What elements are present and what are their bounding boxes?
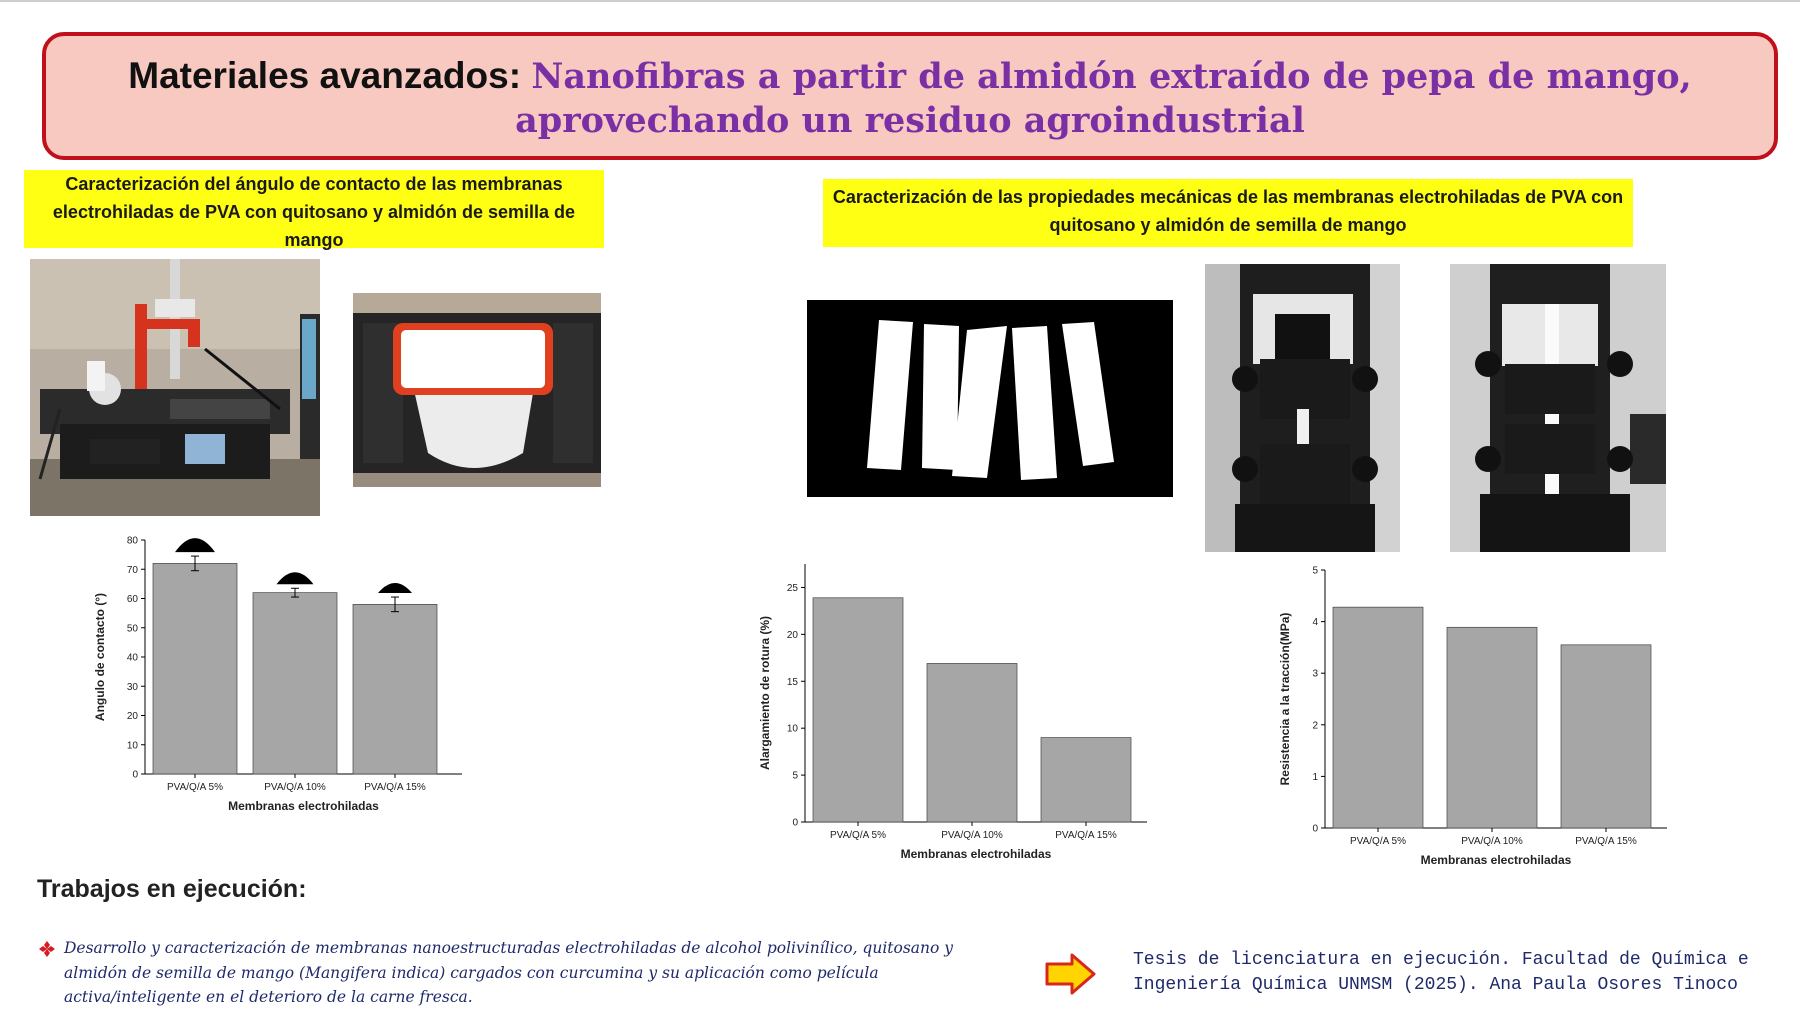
bar bbox=[1447, 627, 1537, 828]
y-tick-label: 70 bbox=[126, 564, 138, 576]
title-prefix: Materiales avanzados: bbox=[128, 55, 522, 96]
y-axis-label: Alargamiento de rotura (%) bbox=[758, 615, 772, 771]
bar bbox=[813, 598, 903, 822]
y-tick-label: 0 bbox=[132, 769, 138, 781]
x-tick-label: PVA/Q/A 10% bbox=[941, 830, 1003, 841]
y-tick-label: 10 bbox=[786, 723, 798, 735]
y-tick-label: 60 bbox=[126, 594, 138, 605]
work-item-text: Desarrollo y caracterización de membranas nanoestructuradas electrohiladas de alcohol polivinílico, quitosano y almidón de semilla de mango (Mangifera indica) cargados con curcumina y su aplicación como película activa/inteligente en el deterioro de la carne fresca. bbox=[64, 939, 954, 1006]
chart-svg bbox=[755, 552, 1155, 882]
title-sub: aprovechando un residuo agroindustrial bbox=[515, 100, 1305, 141]
bullet-diamond-icon bbox=[38, 940, 56, 958]
goniometer-photo bbox=[30, 259, 320, 516]
y-tick-label: 15 bbox=[786, 676, 798, 688]
bar bbox=[1333, 607, 1423, 828]
y-tick-label: 80 bbox=[126, 535, 138, 547]
x-tick-label: PVA/Q/A 15% bbox=[1055, 830, 1117, 841]
thesis-note: Tesis de licenciatura en ejecución. Facultad de Química e Ingeniería Química UNMSM (2025). Ana Paula Osores Tinoco bbox=[1133, 950, 1749, 995]
works-heading: Trabajos en ejecución: bbox=[37, 875, 307, 903]
contact-angle-heading: Caracterización del ángulo de contacto de las membranas electrohiladas de PVA con quitosano y almidón de semilla de mango bbox=[24, 170, 604, 248]
x-axis-label: Membranas electrohiladas bbox=[228, 799, 379, 813]
y-tick-label: 0 bbox=[1312, 823, 1318, 835]
x-tick-label: PVA/Q/A 5% bbox=[167, 782, 223, 793]
y-axis-label: Resistencia a la tracción(MPa) bbox=[1278, 612, 1292, 786]
x-tick-label: PVA/Q/A 5% bbox=[830, 830, 886, 841]
y-tick-label: 20 bbox=[786, 629, 798, 641]
bar bbox=[353, 604, 437, 774]
y-tick-label: 30 bbox=[126, 681, 138, 693]
bar bbox=[153, 563, 237, 774]
y-tick-label: 4 bbox=[1312, 617, 1318, 629]
y-tick-label: 40 bbox=[126, 652, 138, 664]
membrane-strips-photo bbox=[807, 300, 1173, 497]
droplet-icon bbox=[175, 538, 215, 552]
y-tick-label: 0 bbox=[792, 817, 798, 829]
bar bbox=[253, 593, 337, 774]
y-tick-label: 50 bbox=[126, 623, 138, 635]
droplet-icon bbox=[378, 583, 412, 593]
y-tick-label: 20 bbox=[126, 711, 138, 722]
x-tick-label: PVA/Q/A 15% bbox=[1575, 836, 1637, 847]
y-tick-label: 5 bbox=[792, 770, 798, 782]
title-main: Nanofibras a partir de almidón extraído de pepa de mango, bbox=[531, 56, 1692, 97]
tensile-strength-chart bbox=[1275, 558, 1675, 888]
y-tick-label: 1 bbox=[1312, 771, 1318, 783]
title-line-1 bbox=[46, 54, 1774, 99]
x-axis-label: Membranas electrohiladas bbox=[1420, 853, 1572, 867]
elongation-chart bbox=[755, 552, 1155, 882]
contact-angle-chart bbox=[90, 532, 470, 832]
bar bbox=[1561, 645, 1651, 828]
x-tick-label: PVA/Q/A 10% bbox=[264, 782, 326, 793]
x-tick-label: PVA/Q/A 10% bbox=[1461, 836, 1523, 847]
title-line-2 bbox=[46, 98, 1774, 143]
x-tick-label: PVA/Q/A 5% bbox=[1350, 836, 1406, 847]
right-arrow-icon bbox=[1044, 952, 1097, 996]
y-tick-label: 5 bbox=[1312, 565, 1318, 577]
tensile-test-photo-2 bbox=[1450, 264, 1666, 552]
membrane-holder-photo bbox=[353, 293, 601, 487]
y-tick-label: 2 bbox=[1312, 720, 1318, 732]
chart-svg bbox=[1275, 558, 1675, 888]
y-tick-label: 3 bbox=[1312, 668, 1318, 680]
tensile-test-photo-1 bbox=[1205, 264, 1400, 552]
bar bbox=[1041, 738, 1131, 822]
y-tick-label: 10 bbox=[126, 740, 138, 752]
x-axis-label: Membranas electrohiladas bbox=[900, 847, 1052, 861]
droplet-icon bbox=[277, 572, 314, 584]
title-banner bbox=[42, 32, 1778, 160]
y-axis-label: Angulo de contacto (°) bbox=[93, 592, 107, 722]
bar bbox=[927, 663, 1017, 822]
y-tick-label: 25 bbox=[786, 582, 798, 594]
mechanical-properties-heading: Caracterización de las propiedades mecánicas de las membranas electrohiladas de PVA con quitosano y almidón de semilla de mango bbox=[823, 179, 1633, 247]
chart-svg bbox=[90, 532, 470, 832]
x-tick-label: PVA/Q/A 15% bbox=[364, 782, 426, 793]
